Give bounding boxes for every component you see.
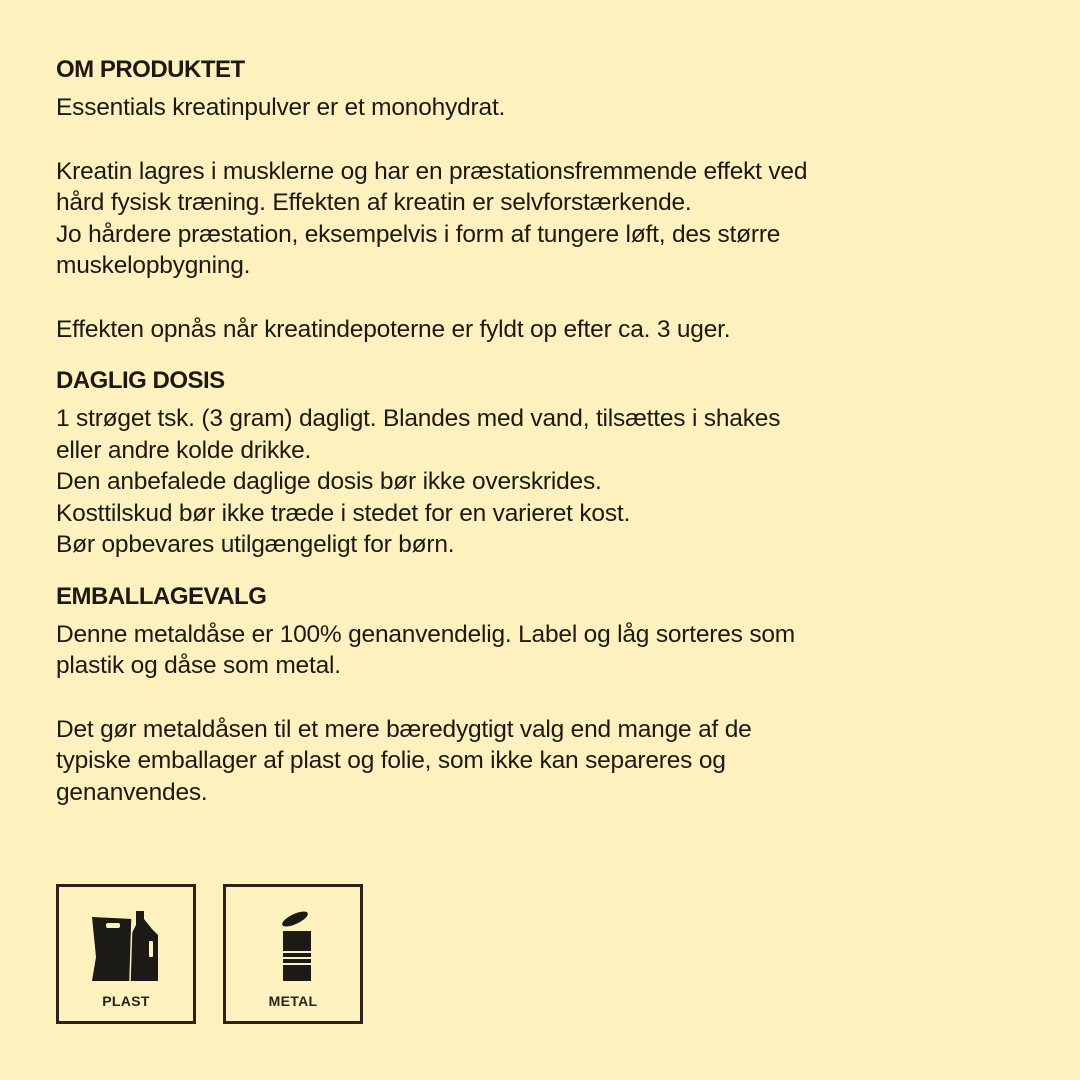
text-line: 1 strøget tsk. (3 gram) dagligt. Blandes med vand, tilsættes i shakes (56, 405, 781, 432)
text-line: Kosttilskud bør ikke træde i stedet for en varieret kost. (56, 499, 631, 527)
paragraph (56, 314, 1016, 346)
paragraph (56, 714, 1016, 809)
text-line: Effekten opnås når kreatindepoterne er fyldt op efter ca. 3 uger. (56, 315, 731, 343)
label-plast: PLAST (102, 993, 150, 1009)
heading-emballagevalg: EMBALLAGEVALG (56, 582, 267, 610)
text-line: Bør opbevares utilgængeligt for børn. (56, 531, 455, 558)
text-line: Essentials kreatinpulver er et monohydrat. (56, 94, 506, 121)
recycle-box-plast (56, 884, 196, 1024)
text-line: muskelopbygning. (56, 252, 251, 279)
text-line: plastik og dåse som metal. (56, 652, 341, 679)
text-line: Jo hårdere præstation, eksempelvis i form af tungere løft, des større (56, 220, 781, 248)
metal-can-icon (253, 907, 333, 987)
paragraph (56, 92, 1016, 124)
text-line: Det gør metaldåsen til et mere bæredygtigt valg end mange af de (56, 715, 752, 743)
label-metal: METAL (268, 993, 318, 1009)
text-line: hård fysisk træning. Effekten af kreatin er selvforstærkende. (56, 189, 692, 216)
paragraph (56, 156, 1016, 282)
paragraph (56, 403, 1016, 561)
plastic-bag-bottle-icon (86, 907, 166, 987)
paragraph (56, 619, 1016, 682)
text-line: typiske emballager af plast og folie, som ikke kan separeres og (56, 747, 726, 774)
text-line: Denne metaldåse er 100% genanvendelig. Label og låg sorteres som (56, 620, 796, 648)
text-line: Den anbefalede daglige dosis bør ikke overskrides. (56, 468, 602, 495)
text-line: eller andre kolde drikke. (56, 436, 312, 464)
recycling-icons (56, 884, 363, 1024)
heading-om-produktet: OM PRODUKTET (56, 56, 245, 83)
text-line: Kreatin lagres i musklerne og har en præstationsfremmende effekt ved (56, 157, 808, 185)
product-info (56, 54, 1016, 808)
text-line: genanvendes. (56, 778, 208, 806)
heading-daglig-dosis: DAGLIG DOSIS (56, 367, 225, 394)
recycle-box-metal (223, 884, 363, 1024)
